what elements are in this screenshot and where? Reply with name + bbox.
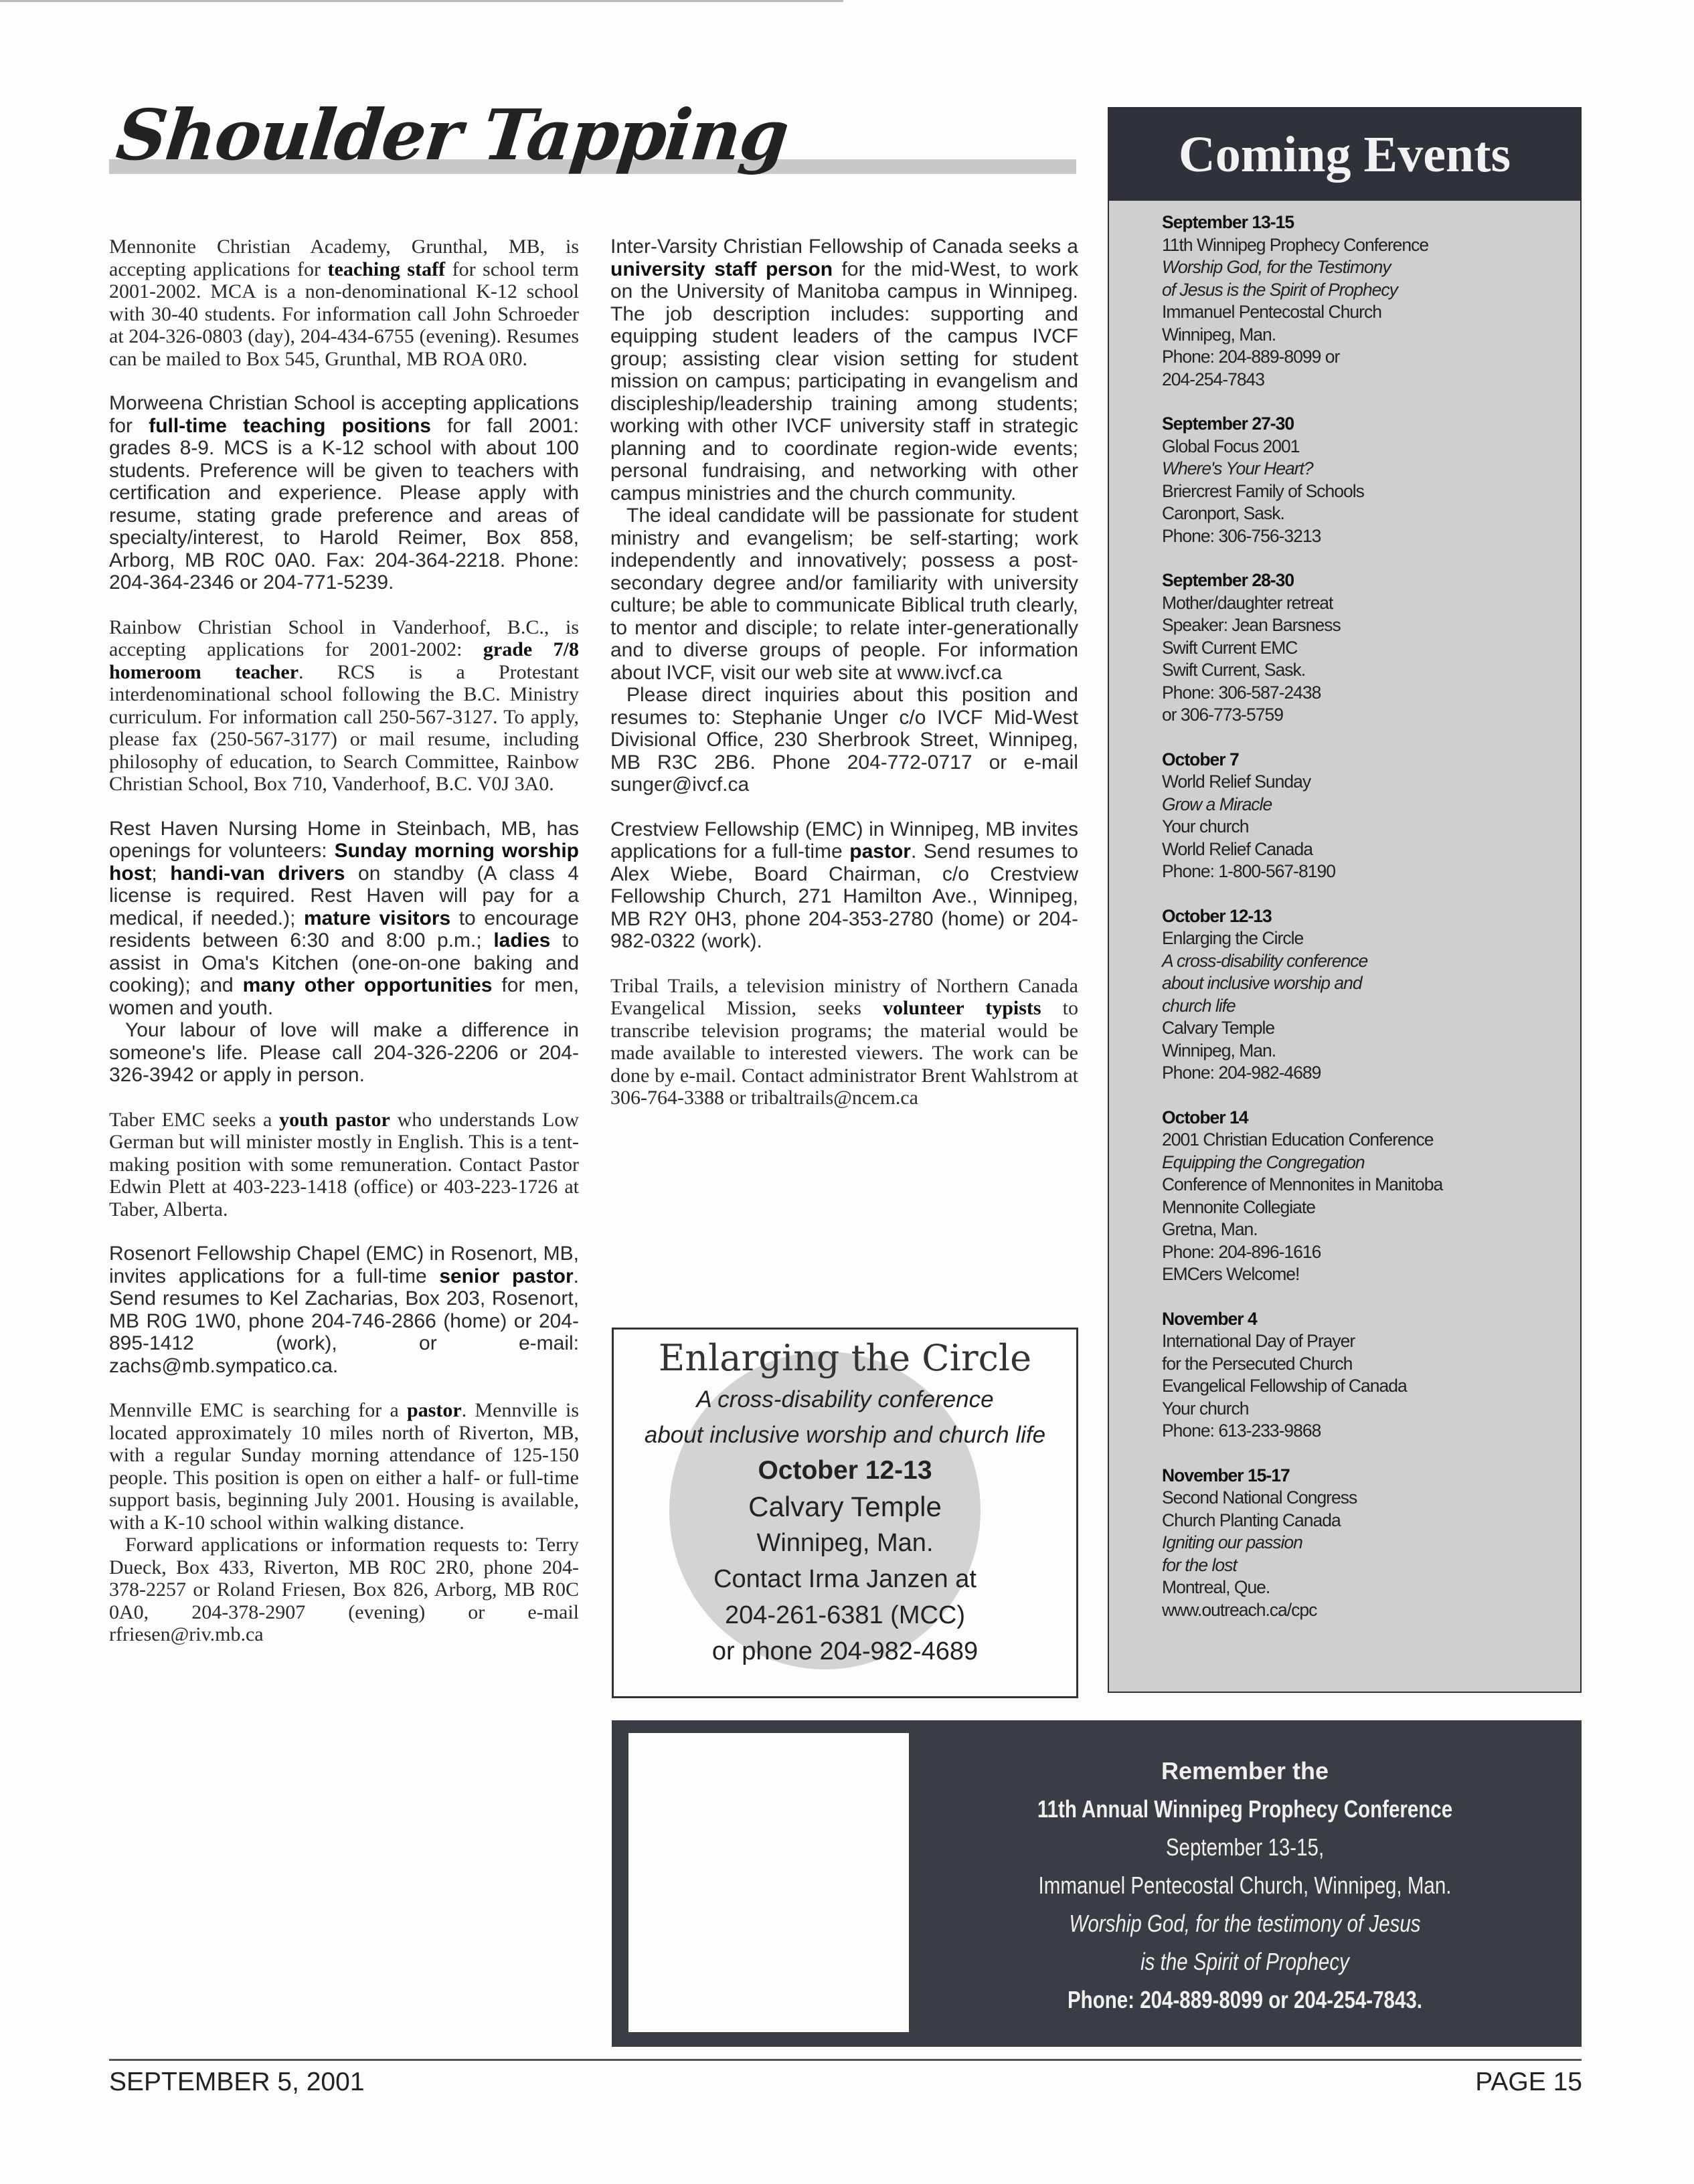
ad-text: ; — [151, 862, 171, 885]
ad-text: for school term 2001-2002. MCA is a non-denominational K-12 school with 30-40 students. For information call John Schroeder at 204-326-0803 (day), 204-434-6755 (evening). Resumes can be mailed to Box 545, Grunthal, MB ROA 0R0. — [109, 258, 579, 370]
event-line: Phone: 306-756-3213 — [1162, 525, 1321, 546]
remember-banner-text — [910, 1752, 1580, 2019]
event-line: Briercrest Family of Schools — [1162, 480, 1364, 501]
event-item — [1162, 749, 1537, 883]
event-date: November 4 — [1162, 1308, 1257, 1329]
event-line: Enlarging the Circle — [1162, 928, 1304, 948]
ad-paragraph — [610, 975, 1078, 1109]
ad-text: who understands Low German but will minister mostly in English. This is a tent-making position with some remuneration. Contact Pastor Edwin Plett at 403-223-1418 (office) or 403-223-1726 at Taber, Alberta. — [109, 1108, 579, 1220]
event-line: World Relief Sunday — [1162, 771, 1311, 792]
remember-line3: September 13-15, — [1165, 1833, 1325, 1861]
event-line: Equipping the Congregation — [1162, 1152, 1365, 1172]
circle-ad-city: Winnipeg, Man. — [756, 1529, 934, 1557]
ad-text: Please direct inquiries about this position and resumes to: Stephanie Unger c/o IVCF Mid-West Divisional Office, 230 Sherbrook Street, Winnipeg, MB R3C 2B6. Phone 204-772-0717 or e-mail sunger@ivcf.ca — [610, 684, 1078, 796]
ad-text: The ideal candidate will be passionate for student ministry and evangelism; be self-starting; work independently and innovatively; possess a post-secondary degree and/or familiarity with university culture; be able to communicate Biblical truth clearly, to mentor and disciple; to relate inter-generationally and to diverse groups of people. For information about IVCF, visit our web site at www.ivcf.ca — [610, 505, 1078, 684]
event-line: Church Planting Canada — [1162, 1510, 1341, 1530]
event-item — [1162, 1465, 1537, 1622]
event-date: November 15-17 — [1162, 1465, 1290, 1485]
remember-line6: is the Spirit of Prophecy — [1140, 1948, 1349, 1975]
ad-highlight: handi-van drivers — [170, 862, 345, 885]
ad-paragraph — [109, 392, 579, 594]
ad-paragraph — [109, 1399, 579, 1534]
event-line: Phone: 204-889-8099 or — [1162, 347, 1340, 367]
ad-paragraph — [109, 1019, 579, 1087]
ad-highlight: youth pastor — [279, 1108, 390, 1131]
footer-date: SEPTEMBER 5, 2001 — [109, 2068, 365, 2096]
remember-line4: Immanuel Pentecostal Church, Winnipeg, Man. — [1038, 1872, 1452, 1899]
event-line: Swift Current, Sask. — [1162, 660, 1306, 680]
event-line: Phone: 204-896-1616 — [1162, 1241, 1321, 1262]
event-date: October 7 — [1162, 749, 1239, 769]
ad-text: . Send resumes to Alex Wiebe, Board Chairman, c/o Crestview Fellowship Church, 271 Hamilton Ave., Winnipeg, MB R2Y 0H3, phone 204-353-2780 (home) or 204-982-0322 (work). — [610, 840, 1078, 952]
event-line: 204-254-7843 — [1162, 369, 1265, 389]
event-line: Evangelical Fellowship of Canada — [1162, 1376, 1407, 1396]
event-line: World Relief Canada — [1162, 838, 1313, 859]
ad-highlight: ladies — [493, 929, 551, 951]
ad-text: for the mid-West, to work on the University of Manitoba campus in Winnipeg. The job description includes: supporting and equipping student leaders of the campus IVCF group; assisting clear vision setting for student mission on campus; participating in evangelism and discipleship/leadership training among students; working with other IVCF university staff in strategic planning and to coordinate region-wide events; personal fundraising, and networking with other campus ministries and the church community. — [610, 258, 1078, 505]
event-line: www.outreach.ca/cpc — [1162, 1599, 1317, 1620]
ad-highlight: Sunday morning worship host — [109, 840, 579, 885]
coming-events-list — [1162, 211, 1537, 1643]
ad-text: Inter-Varsity Christian Fellowship of Canada seeks a — [610, 236, 1078, 258]
ad-text: Your labour of love will make a difference in someone's life. Please call 204-326-2206 or 204-326-3942 or apply in person. — [109, 1019, 579, 1086]
event-item — [1162, 413, 1537, 547]
ad-text: to assist in Oma's Kitchen (one-on-one baking and cooking); and — [109, 929, 580, 996]
event-line: Winnipeg, Man. — [1162, 1040, 1276, 1061]
event-line: Phone: 1-800-567-8190 — [1162, 861, 1335, 881]
event-line: for the Persecuted Church — [1162, 1353, 1353, 1374]
circle-ad-date: October 12-13 — [758, 1456, 932, 1485]
ad-text: . RCS is a Protestant interdenominational school following the B.C. Ministry curriculum. For information call 250-567-3127. To apply, please fax (250-567-3177) or mail resume, including philosophy of education, to Search Committee, Rainbow Christian School, Box 710, Vanderhoof, B.C. V0J 3A0. — [109, 660, 579, 795]
event-line: Swift Current EMC — [1162, 637, 1298, 658]
event-line: Global Focus 2001 — [1162, 436, 1300, 456]
event-line: Speaker: Jean Barsness — [1162, 615, 1341, 635]
event-item — [1162, 905, 1537, 1085]
ad-highlight: volunteer typists — [883, 997, 1041, 1019]
ad-highlight: university staff person — [610, 258, 833, 280]
event-line: about inclusive worship and — [1162, 973, 1362, 993]
event-date: September 28-30 — [1162, 570, 1294, 590]
ad-paragraph — [109, 818, 579, 1020]
ad-highlight: pastor — [849, 840, 911, 862]
event-date: September 27-30 — [1162, 414, 1294, 434]
circle-ad-phone1: 204-261-6381 (MCC) — [724, 1601, 966, 1629]
event-line: of Jesus is the Spirit of Prophecy — [1162, 279, 1397, 300]
event-line: Calvary Temple — [1162, 1018, 1275, 1038]
ad-highlight: teaching staff — [327, 258, 446, 280]
top-rule — [0, 0, 843, 2]
event-line: Igniting our passion — [1162, 1532, 1302, 1552]
ad-text: for fall 2001: grades 8-9. MCS is a K-12 school with about 100 students. Preference will be given to teachers with certification and experience. Please apply with resume, stating grade preference and areas of specialty/interest, to Harold Reimer, Box 858, Arborg, MB R0C 0A0. Fax: 204-364-2218. Phone: 204-364-2346 or 204-771-5239. — [109, 414, 580, 594]
event-line: Worship God, for the Testimony — [1162, 257, 1391, 277]
event-date: October 14 — [1162, 1107, 1248, 1127]
event-date: September 13-15 — [1162, 212, 1294, 232]
ad-text: Forward applications or information requests to: Terry Dueck, Box 433, Riverton, MB R0C 2R0, phone 204-378-2257 or Roland Friesen, Box 826, Arborg, MB R0C 0A0, 204-378-2907 (evening) or e-mail rfriesen@riv.mb.ca — [109, 1534, 579, 1645]
ad-text: on standby (A class 4 license is required. Rest Haven will pay for a medical, if needed.); — [109, 862, 579, 929]
event-line: A cross-disability conference — [1162, 950, 1368, 971]
circle-ad-phone2: or phone 204-982-4689 — [711, 1637, 979, 1665]
ad-text: to encourage residents between 6:30 and 8:00 p.m.; — [109, 907, 579, 951]
event-line: church life — [1162, 995, 1236, 1016]
circle-ad — [612, 1335, 1078, 1669]
ad-highlight: pastor — [407, 1399, 462, 1421]
remember-line5: Worship God, for the testimony of Jesus — [1069, 1910, 1421, 1937]
ad-paragraph — [109, 616, 579, 796]
ad-text: Rosenort Fellowship Chapel (EMC) in Rosenort, MB, invites applications for a full-time — [109, 1243, 579, 1287]
event-line: Phone: 613-233-9868 — [1162, 1421, 1321, 1441]
page-title: Shoulder Tapping — [112, 94, 792, 176]
event-date: October 12-13 — [1162, 905, 1272, 926]
event-line: Mother/daughter retreat — [1162, 592, 1333, 613]
event-line: EMCers Welcome! — [1162, 1264, 1300, 1284]
ad-text: for men, women and youth. — [109, 974, 580, 1019]
event-line: Your church — [1162, 816, 1249, 836]
remember-line7: Phone: 204-889-8099 or 204-254-7843. — [1067, 1986, 1423, 2013]
ad-paragraph — [109, 1243, 579, 1377]
event-item — [1162, 1107, 1537, 1286]
ad-paragraph — [109, 1534, 579, 1646]
event-line: International Day of Prayer — [1162, 1331, 1355, 1351]
event-item — [1162, 569, 1537, 727]
event-line: Caronport, Sask. — [1162, 503, 1284, 523]
event-line: Immanuel Pentecostal Church — [1162, 302, 1381, 322]
ad-highlight: grade 7/8 homeroom teacher — [109, 638, 580, 683]
ad-paragraph — [610, 505, 1078, 684]
event-line: Gretna, Man. — [1162, 1219, 1258, 1239]
event-line: Grow a Miracle — [1162, 794, 1272, 814]
remember-blank-panel — [628, 1733, 909, 2032]
ad-highlight: many other opportunities — [242, 974, 493, 996]
ad-text: Rest Haven Nursing Home in Steinbach, MB, has openings for volunteers: — [109, 817, 579, 862]
event-line: 2001 Christian Education Conference — [1162, 1129, 1434, 1150]
coming-events-heading: Coming Events — [1109, 108, 1580, 201]
event-line: Mennonite Collegiate — [1162, 1196, 1315, 1217]
ad-text: Tribal Trails, a television ministry of Northern Canada Evangelical Mission, seeks — [610, 974, 1078, 1019]
ad-paragraph — [109, 236, 579, 370]
page-number: PAGE 15 — [1475, 2068, 1582, 2096]
ad-paragraph — [109, 1109, 579, 1221]
event-line: Your church — [1162, 1398, 1249, 1419]
ad-text: Taber EMC seeks a — [109, 1108, 280, 1131]
ad-paragraph — [610, 818, 1078, 953]
ad-highlight: full-time teaching positions — [149, 414, 431, 437]
remember-line1: Remember the — [1161, 1757, 1329, 1785]
ad-text: Crestview Fellowship (EMC) in Winnipeg, MB invites applications for a full-time — [610, 818, 1078, 862]
ad-paragraph — [610, 684, 1078, 796]
event-line: Second National Congress — [1162, 1487, 1357, 1508]
circle-ad-title: Enlarging the Circle — [658, 1337, 1032, 1379]
event-line: or 306-773-5759 — [1162, 705, 1283, 725]
circle-ad-venue: Calvary Temple — [748, 1491, 942, 1522]
event-line: Where's Your Heart? — [1162, 458, 1313, 478]
ad-text: Mennonite Christian Academy, Grunthal, MB, is accepting applications for — [109, 236, 579, 280]
ads-column-2 — [610, 236, 1078, 1131]
event-line: Montreal, Que. — [1162, 1577, 1270, 1597]
event-line: Conference of Mennonites in Manitoba — [1162, 1174, 1443, 1194]
event-line: Phone: 204-982-4689 — [1162, 1063, 1321, 1083]
ads-column-1 — [109, 236, 579, 1668]
circle-ad-sub1: A cross-disability conference — [696, 1386, 994, 1413]
ad-paragraph — [610, 236, 1078, 505]
event-item — [1162, 211, 1537, 391]
ad-highlight: senior pastor — [439, 1265, 574, 1287]
ad-text: to transcribe television programs; the material would be made available to interested viewers. The work can be done by e-mail. Contact administrator Brent Wahlstrom at 306-764-3388 or tribaltrails@ncem.ca — [610, 997, 1078, 1109]
event-line: 11th Winnipeg Prophecy Conference — [1162, 234, 1429, 255]
ad-text: . Mennville is located approximately 10 miles north of Riverton, MB, with a regular Sunday morning attendance of 125-150 people. This position is open on either a half- or full-time support basis, beginning July 2001. Housing is available, with a K-10 school within walking distance. — [109, 1399, 579, 1534]
event-item — [1162, 1308, 1537, 1443]
ad-text: . Send resumes to Kel Zacharias, Box 203, Rosenort, MB R0G 1W0, phone 204-746-2866 (home) or 204-895-1412 (work), or e-mail: zachs@mb.sympatico.ca. — [109, 1265, 579, 1377]
footer-rule — [109, 2059, 1582, 2061]
ad-text: Morweena Christian School is accepting applications for — [109, 392, 579, 437]
event-line: Winnipeg, Man. — [1162, 324, 1276, 345]
remember-line2: 11th Annual Winnipeg Prophecy Conference — [1037, 1795, 1453, 1823]
ad-text: Mennville EMC is searching for a — [109, 1399, 408, 1421]
circle-ad-sub2: about inclusive worship and church life — [644, 1422, 1046, 1448]
event-line: for the lost — [1162, 1554, 1237, 1575]
ad-text: Rainbow Christian School in Vanderhoof, B.C., is accepting applications for 2001-2002: — [109, 616, 579, 660]
circle-ad-contact: Contact Irma Janzen at — [713, 1565, 977, 1593]
ad-highlight: mature visitors — [303, 907, 451, 929]
event-line: Phone: 306-587-2438 — [1162, 682, 1321, 703]
